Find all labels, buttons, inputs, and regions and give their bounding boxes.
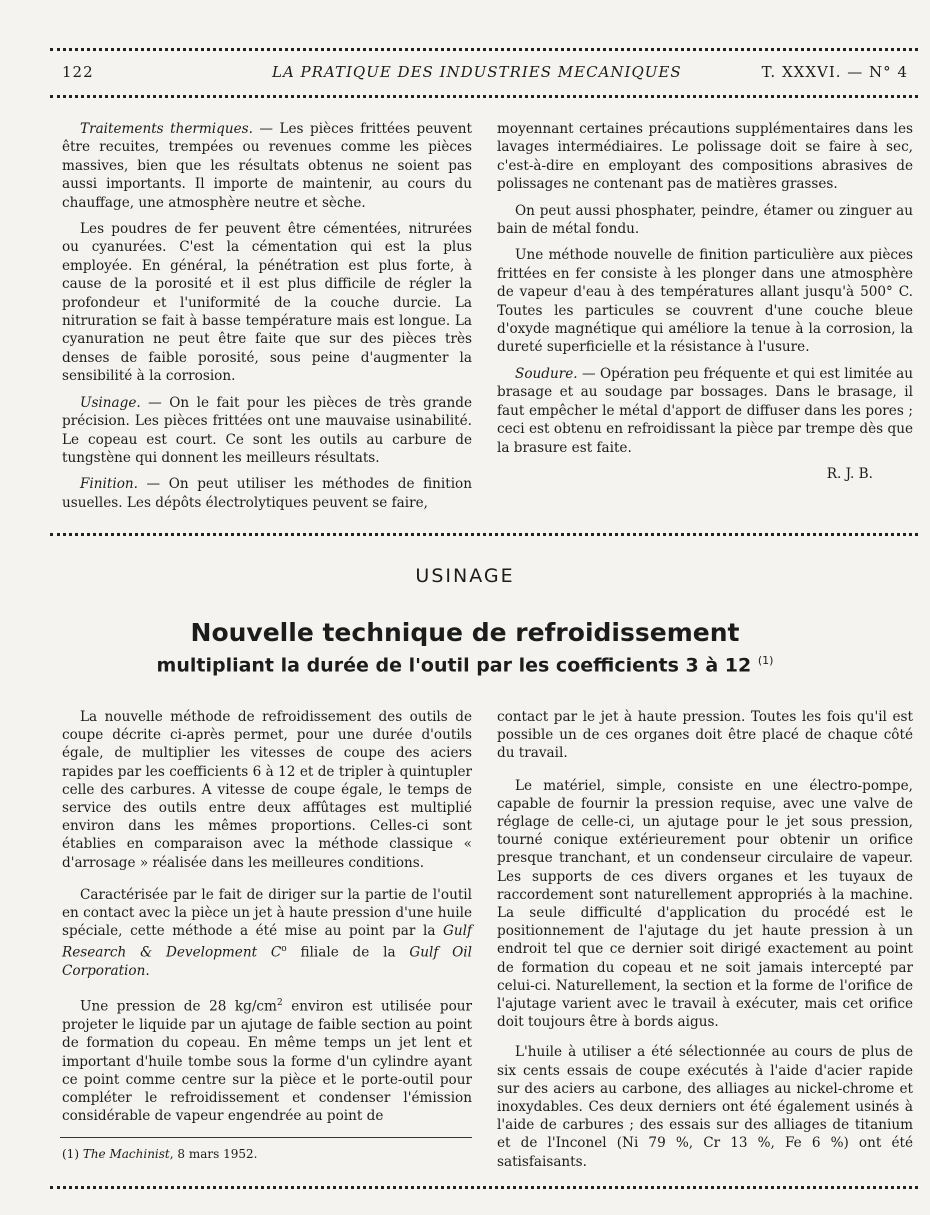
paragraph: Le matériel, simple, consiste en une électro-pompe, capable de fournir la pression requise, avec une valve de réglage de celle-ci, un ajutage pour le jet sous pression, tourné conique extérieurement pour obtenir un orifice presque tranchant, et un condenseur circulaire de vapeur. Les supports de ces divers organes et les tuyaux de raccordement sont naturellement appropriés à la machine. La seule difficulté d'application du procédé est le positionnement de l'ajutage du jet haute pression à un endroit tel que ce dernier soit dirigé exactement au point de formation du copeau et ne soit jamais intercepté par celui-ci. Naturellement, la section et la forme de l'orifice de l'ajutage varient avec le travail à exécuter, mais cet orifice doit toujours être à bords aigus. xyxy=(497,777,913,1031)
article-title: Nouvelle technique de refroidissement xyxy=(190,618,740,647)
journal-title: LA PRATIQUE DES INDUSTRIES MECANIQUES xyxy=(272,63,682,81)
section-dotted-rule xyxy=(50,533,918,536)
top-dotted-rule xyxy=(50,48,918,51)
article-subtitle: multipliant la durée de l'outil par les coefficients 3 à 12 $^{(1)}$ xyxy=(156,654,774,677)
top-right-column xyxy=(497,120,913,491)
paragraph: Une pression de 28 $kg/cm^2$ environ est utilisée pour projeter le liquide par un ajutage de faible section au point de formation du copeau. En même temps un jet lent et important d'huile tombe sous la forme d'un cylindre ayant ce point comme centre sur la pièce et le porte-outil pour compléter le refroidissement et condenser l'émission considérable de vapeur engendrée au point de xyxy=(62,998,473,1125)
paragraph: moyennant certaines précautions supplémentaires dans les lavages intermédiaires. Le polissage doit se faire à sec, c'est-à-dire en employant des compositions abrasives de polissages ne contenant pas de matières grasses. xyxy=(497,121,913,193)
bottom-dotted-rule xyxy=(50,1186,918,1189)
paragraph: Caractérisée par le fait de diriger sur la partie de l'outil en contact avec la pièce un jet à haute pression d'une huile spéciale, cette méthode a été mise au point par la Gulf Research & Development $C^o$ filiale de la Gulf Oil Corporation. xyxy=(62,886,472,980)
paragraph: Finition. — On peut utiliser les méthodes de finition usuelles. Les dépôts électrolytiques peuvent se faire, xyxy=(62,476,472,511)
paragraph: Les poudres de fer peuvent être cémentées, nitrurées ou cyanurées. C'est la cémentation qui est la plus employée. En général, la pénétration est plus forte, à cause de la porosité et il est plus difficile de régler la profondeur et l'uniformité de la couche durcie. La nitruration se fait à basse température mais est longue. La cyanuration ne peut être faite que sur des pièces très denses de faible porosité, sous peine d'augmenter la sensibilité à la corrosion. xyxy=(62,221,472,385)
paragraph: Traitements thermiques. — Les pièces frittées peuvent être recuites, trempées ou revenues comme les pièces massives, bien que les résultats obtenus ne soient pas aussi importants. Il importe de maintenir, au cours du chauffage, une atmosphère neutre et sèche. xyxy=(62,121,472,211)
paragraph: Une méthode nouvelle de finition particulière aux pièces frittées en fer consiste à les plonger dans une atmosphère de vapeur d'eau à des températures allant jusqu'à 500° C. Toutes les particules se couvrent d'une couche bleue d'oxyde magnétique qui améliore la tenue à la corrosion, la dureté superficielle et la résistance à l'usure. xyxy=(497,247,913,356)
paragraph: Usinage. — On le fait pour les pièces de très grande précision. Les pièces frittées ont une mauvaise usinabilité. Le copeau est court. Ce sont les outils au carbure de tungstène qui donnent les meilleurs résultats. xyxy=(62,394,472,466)
footnote: (1) The Machinist, 8 mars 1952. xyxy=(62,1147,258,1161)
article-right-column xyxy=(497,708,913,1179)
paragraph: On peut aussi phosphater, peindre, étamer ou zinguer au bain de métal fondu. xyxy=(497,202,913,238)
header-dotted-rule xyxy=(50,95,918,98)
section-heading: USINAGE xyxy=(415,565,515,587)
paragraph: Soudure. — Opération peu fréquente et qui est limitée au brasage et au soudage par bossages. Dans le brasage, il faut empêcher le métal d'apport de diffuser dans les pores ; ceci est obtenu en refroidissant la pièce par trempe dès que la brasure est faite. xyxy=(497,365,913,456)
volume-number: T. XXXVI. — N° 4 xyxy=(761,63,908,81)
paragraph: La nouvelle méthode de refroidissement des outils de coupe décrite ci-après permet, pour une durée d'outils égale, de multiplier les vitesses de coupe des aciers rapides par les coefficients 6 à 12 et de tripler à quintupler celle des carbures. A vitesse de coupe égale, le temps de service des outils entre deux affûtages est multiplié environ dans les mêmes proportions. Celles-ci sont établies en comparaison avec la méthode classique « d'arrosage » réalisée dans les meilleures conditions. xyxy=(62,709,472,871)
running-header xyxy=(62,63,908,85)
author-signature: R. J. B. xyxy=(826,465,873,482)
page-number: 122 xyxy=(62,63,94,81)
footnote-rule xyxy=(60,1137,472,1138)
top-left-column xyxy=(62,120,472,520)
paragraph: L'huile à utiliser a été sélectionnée au cours de plus de six cents essais de coupe exécutés à l'aide d'acier rapide sur des aciers au carbone, des alliages au nickel-chrome et inoxydables. Ces deux derniers ont été également usinés à l'aide de carbures ; des essais sur des alliages de titanium et de l'Inconel (Ni 79 %, Cr 13 %, Fe 6 %) ont été satisfaisants. xyxy=(497,1044,913,1170)
article-left-column xyxy=(62,708,472,1133)
footnote-reference: (1) xyxy=(757,654,774,667)
paragraph: contact par le jet à haute pression. Toutes les fois qu'il est possible un de ces organes doit être placé de chaque côté du travail. xyxy=(497,709,913,762)
